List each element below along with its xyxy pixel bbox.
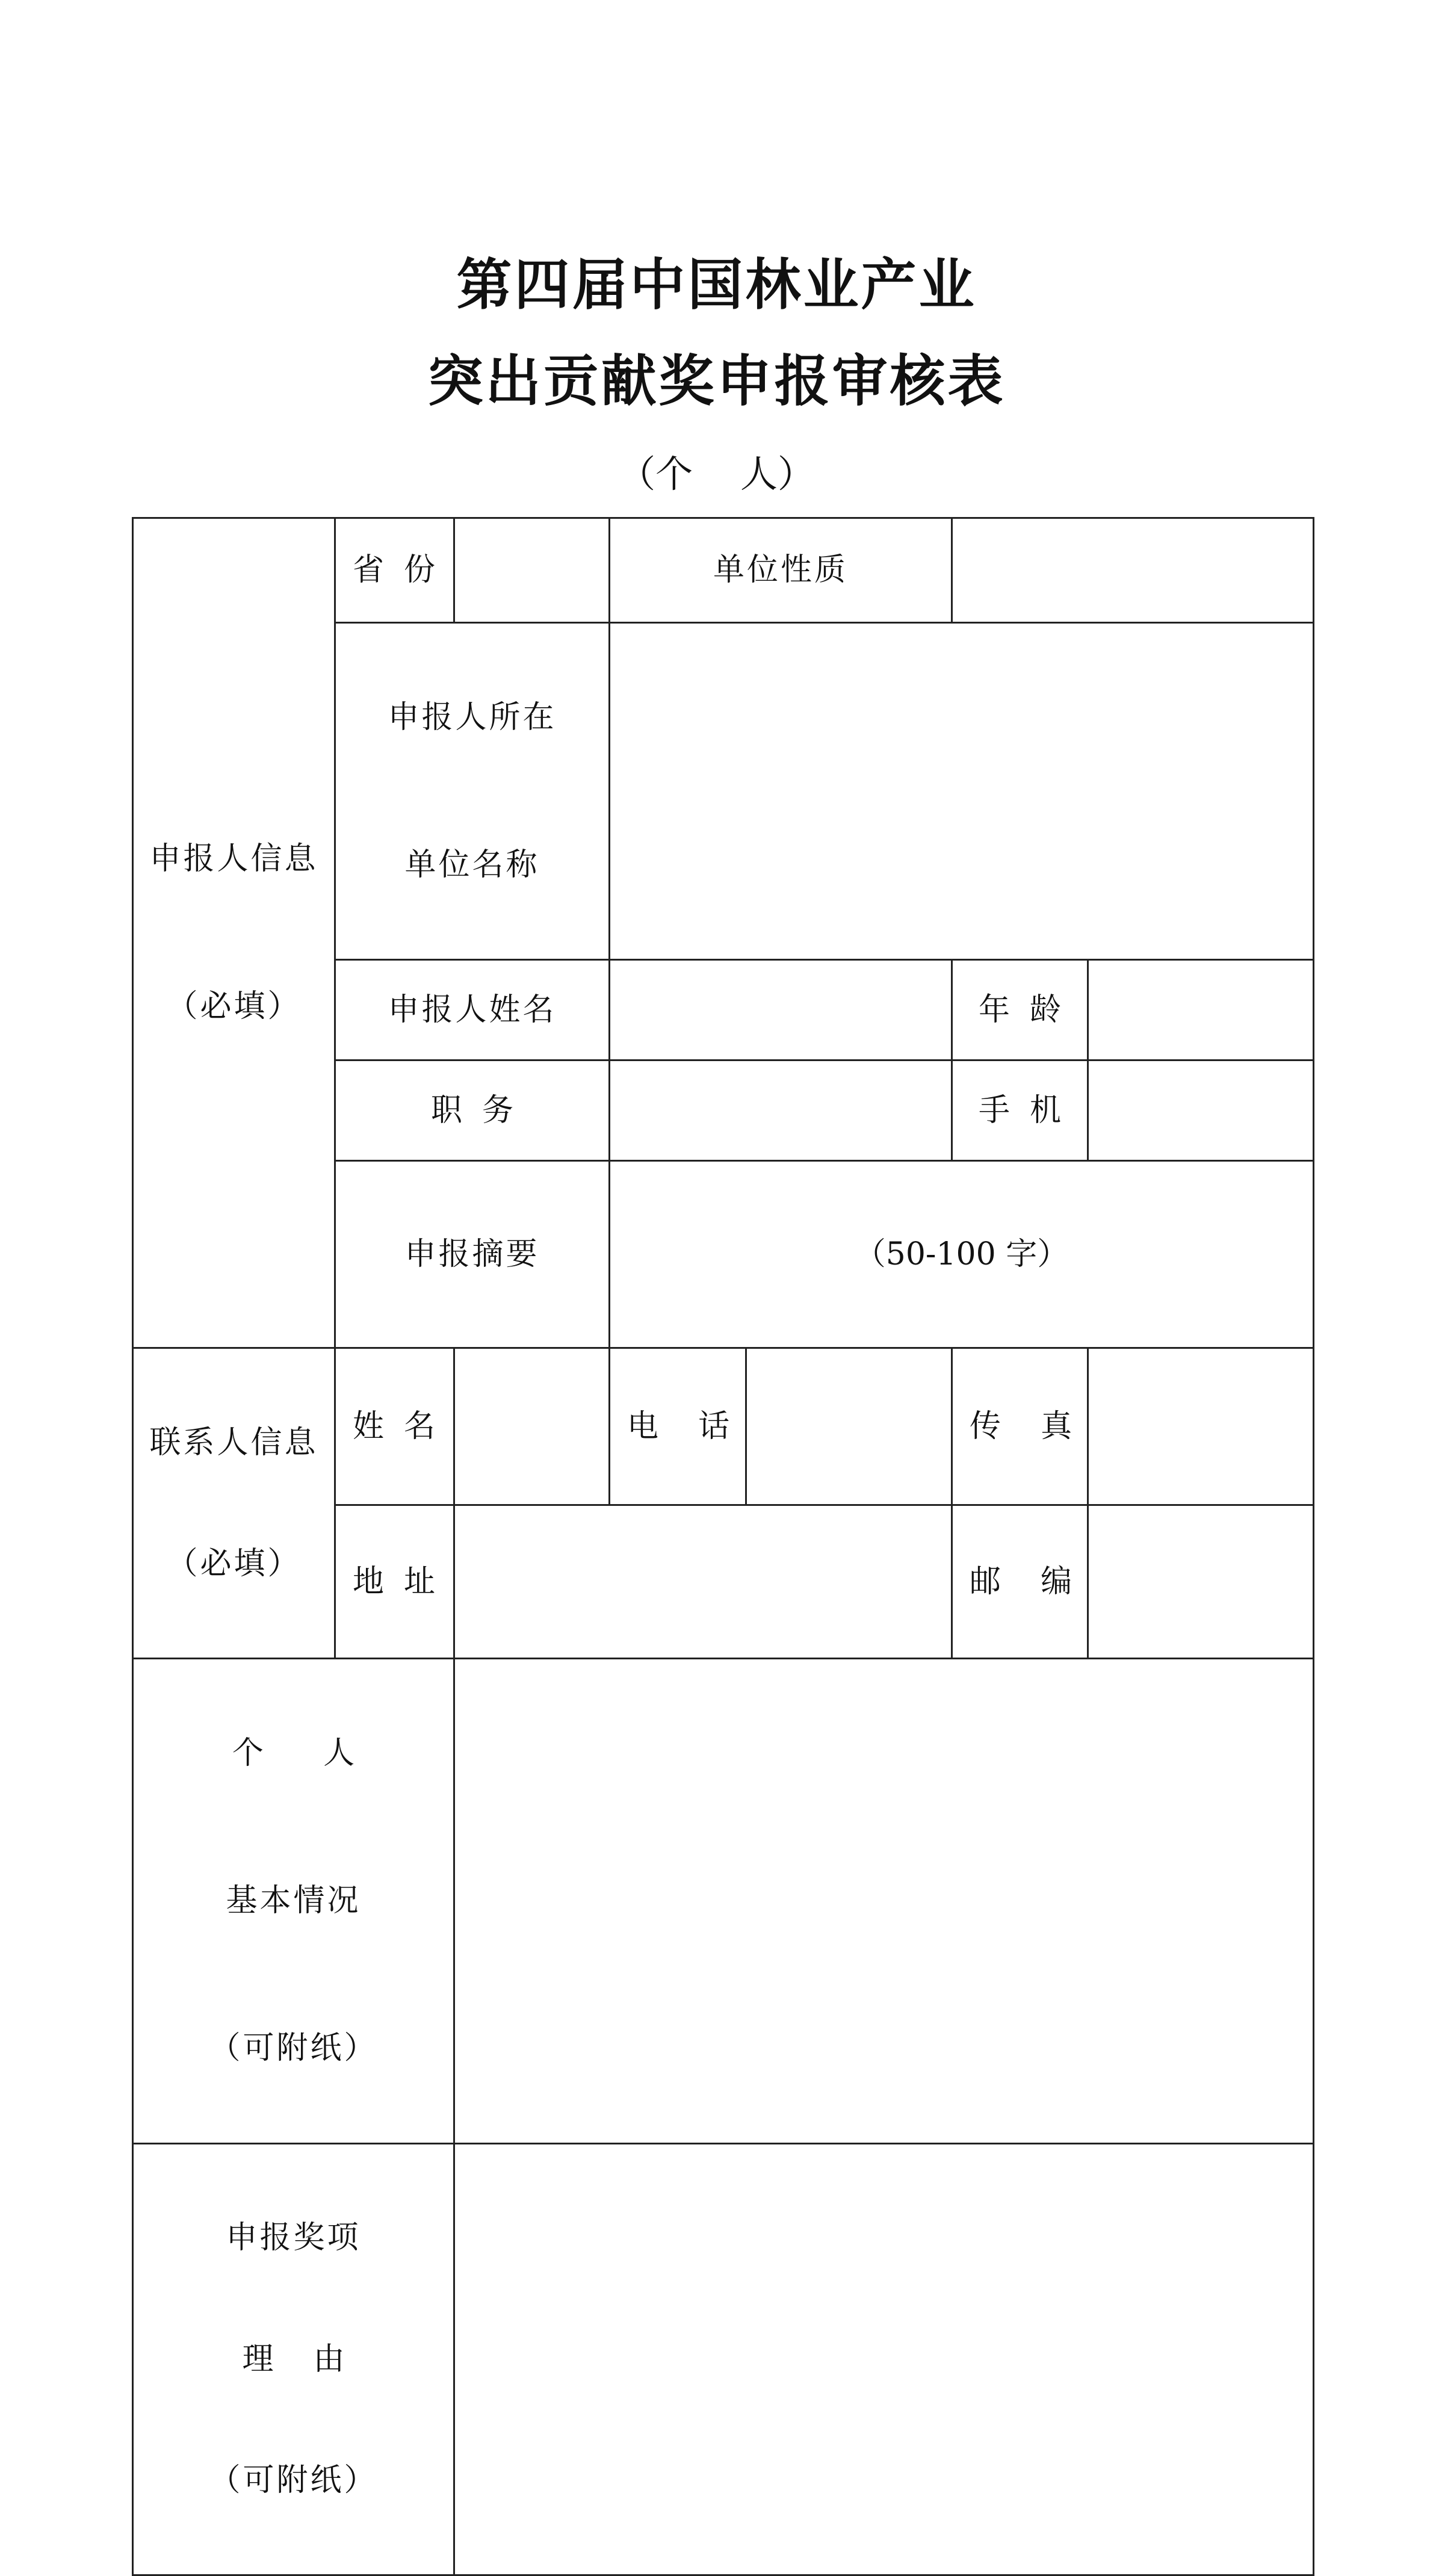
applicant-name-field[interactable] [610, 960, 952, 1060]
contact-name-field[interactable] [454, 1348, 610, 1505]
postcode-field[interactable] [1088, 1505, 1314, 1658]
page-title-line-1: 第四届中国林业产业 [456, 252, 977, 317]
page-title-line-2: 突出贡献奖申报审核表 [427, 348, 1006, 413]
summary-field[interactable]: （50-100 字） [610, 1161, 1314, 1348]
applicant-info-label: 申报人信息 [149, 841, 318, 878]
applicant-info-section-label [133, 518, 335, 1348]
province-label: 省 份 [335, 518, 454, 623]
unit-name-label-line-1: 申报人所在 [388, 699, 557, 735]
postcode-label: 邮 编 [952, 1505, 1088, 1658]
applicant-name-label: 申报人姓名 [335, 960, 610, 1060]
address-field[interactable] [454, 1505, 952, 1658]
award-reason-label-line-1: 申报奖项 [226, 2220, 361, 2256]
mobile-label: 手 机 [952, 1060, 1088, 1161]
fax-field[interactable] [1088, 1348, 1314, 1505]
application-form-table [132, 517, 1314, 2576]
contact-name-label: 姓 名 [335, 1348, 454, 1505]
award-reason-label-line-3: （可附纸） [209, 2462, 378, 2498]
address-label: 地 址 [335, 1505, 454, 1658]
phone-field[interactable] [746, 1348, 952, 1505]
personal-basic-label-line-2: 基本情况 [226, 1883, 361, 1919]
personal-basic-label-line-1: 个 人 [232, 1735, 355, 1772]
award-reason-label-line-2: 理 由 [242, 2341, 345, 2377]
fax-label: 传 真 [952, 1348, 1088, 1505]
unit-nature-field[interactable] [952, 518, 1314, 623]
contact-info-label: 联系人信息 [149, 1424, 318, 1461]
contact-info-section-label [133, 1348, 335, 1659]
phone-label: 电 话 [610, 1348, 746, 1505]
personal-basic-field[interactable] [454, 1659, 1314, 2143]
mobile-field[interactable] [1088, 1060, 1314, 1161]
page-subtitle: （个 人） [618, 452, 815, 496]
position-label: 职 务 [335, 1060, 610, 1161]
award-reason-field[interactable] [454, 2143, 1314, 2575]
unit-nature-label: 单位性质 [610, 518, 952, 623]
province-field[interactable] [454, 518, 610, 623]
personal-basic-label-cell [133, 1659, 454, 2143]
age-field[interactable] [1088, 960, 1314, 1060]
unit-name-label-cell [335, 623, 610, 960]
applicant-info-required-note: （必填） [166, 988, 302, 1025]
age-label: 年 龄 [952, 960, 1088, 1060]
unit-name-label-line-2: 单位名称 [404, 846, 540, 883]
summary-label: 申报摘要 [335, 1161, 610, 1348]
personal-basic-label-line-3: （可附纸） [209, 2030, 378, 2067]
award-reason-label-cell [133, 2143, 454, 2575]
unit-name-field[interactable] [610, 623, 1314, 960]
position-field[interactable] [610, 1060, 952, 1161]
contact-info-required-note: （必填） [166, 1546, 302, 1582]
